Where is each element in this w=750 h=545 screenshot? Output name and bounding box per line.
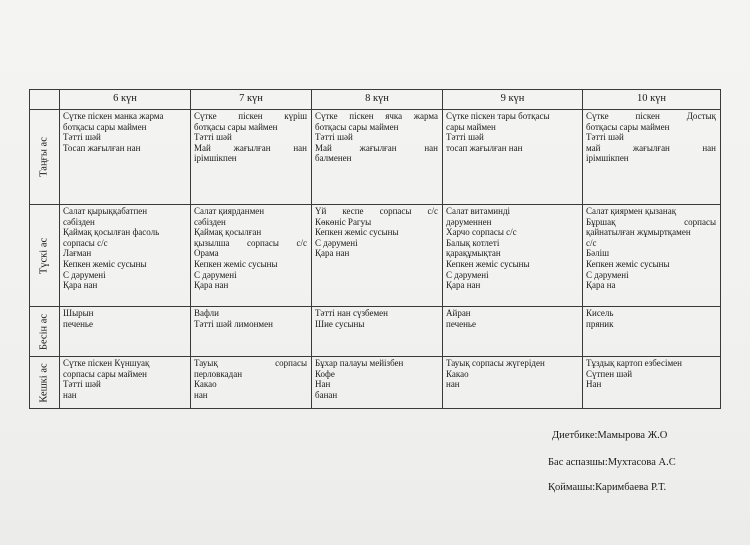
menu-cell [443, 205, 583, 307]
dish-line: Тәтті нан сүзбемен [315, 308, 388, 318]
meal-label-cell [30, 357, 60, 409]
menu-cell [60, 205, 191, 307]
meal-row [30, 307, 721, 357]
dish-line: сорпасы сары маймен [63, 368, 147, 379]
dish-line: Үй кеспе сорпасы с/с [315, 206, 438, 216]
menu-cell [443, 307, 583, 357]
dish-line: печенье [446, 318, 477, 329]
dish-line: Сүтке піскен Достық [586, 111, 716, 121]
dish-line: Салат қиярданмен [194, 206, 265, 216]
dish-line: ірімшікпен [586, 153, 629, 164]
dish-line: С дәрумені [194, 269, 237, 280]
dish-line: май жағылған нан [586, 142, 716, 153]
meal-label-cell [30, 110, 60, 205]
dish-line: қайнатылған жұмыртқамен [586, 227, 691, 238]
dish-line: Шие сусыны [315, 318, 365, 329]
dish-line: Тәтті шәй [63, 132, 101, 143]
menu-cell [191, 110, 312, 205]
dish-line: Какао [194, 379, 217, 390]
meal-label-cell [30, 205, 60, 307]
dish-line: нан [194, 389, 208, 400]
menu-cell [583, 357, 721, 409]
dish-line: Көкөніс Рагуы [315, 216, 372, 227]
meal-label: Кешкі ас [38, 362, 50, 403]
signature-dietitian: Диетбике:Мамырова Ж.О [552, 430, 668, 441]
dish-line: Балық котлеті [446, 237, 500, 248]
dish-line: ірімшікпен [194, 153, 237, 164]
dish-line: банан [315, 389, 338, 400]
dish-line: сәбізден [194, 216, 226, 227]
dish-line: Тосап жағылған нан [63, 142, 141, 153]
dish-line: сары маймен [446, 121, 496, 132]
menu-cell [443, 357, 583, 409]
meal-label: Бесін ас [38, 313, 50, 350]
dish-line: Лағман [63, 248, 92, 259]
dish-line: ботқасы сары маймен [586, 121, 670, 132]
dish-line: тосап жағылған нан [446, 142, 523, 153]
dish-line: Какао [446, 368, 469, 379]
dish-line: С дәрумені [446, 269, 489, 280]
dish-line: нан [63, 389, 77, 400]
dish-line: Бәліш [586, 248, 610, 259]
dish-line: Қара нан [446, 280, 481, 291]
dish-line: с/с [586, 237, 597, 248]
dish-line: Сүтпен шәй [586, 368, 633, 379]
header-row [30, 90, 721, 110]
dish-line: қарақұмықтан [446, 248, 501, 259]
day-header: 6 күн [60, 90, 191, 110]
menu-cell [443, 110, 583, 205]
menu-cell [191, 357, 312, 409]
dish-line: С дәрумені [63, 269, 106, 280]
menu-cell [583, 110, 721, 205]
meal-label-cell [30, 307, 60, 357]
menu-cell [60, 307, 191, 357]
dish-line: нан [446, 379, 460, 390]
dish-line: пряник [586, 318, 614, 329]
meal-row [30, 110, 721, 205]
dish-line: Қара нан [63, 280, 98, 291]
dish-line: Май жағылған нан [315, 142, 438, 153]
dish-line: Орама [194, 248, 219, 259]
dish-line: дәруменнен [446, 216, 492, 227]
day-header: 9 күн [443, 90, 583, 110]
dish-line: сәбізден [63, 216, 95, 227]
dish-line: Қаймақ қосылған [194, 227, 262, 238]
dish-line: Тауық сорпасы [194, 358, 307, 368]
day-header: 7 күн [191, 90, 312, 110]
dish-line: Кисель [586, 308, 614, 318]
menu-cell [60, 357, 191, 409]
menu-cell [312, 357, 443, 409]
dish-line: Тәтті шәй [315, 132, 353, 143]
dish-line: печенье [63, 318, 94, 329]
dish-line: Тауық сорпасы жүгеріден [446, 358, 545, 368]
dish-line: Салат витаминді [446, 206, 511, 216]
meal-label: Таңғы ас [38, 137, 50, 177]
dish-line: Кепкен жеміс сусыны [194, 258, 278, 269]
dish-line: Тәтті шәй [194, 132, 232, 143]
signature-storekeeper: Қоймашы:Каримбаева Р.Т. [548, 482, 667, 493]
dish-line: Кофе [315, 368, 335, 379]
menu-cell [191, 307, 312, 357]
dish-line: Тәтті шәй [63, 379, 101, 390]
dish-line: Айран [446, 308, 471, 318]
dish-line: Шырын [63, 308, 94, 318]
day-header: 8 күн [312, 90, 443, 110]
menu-cell [60, 110, 191, 205]
dish-line: С дәрумені [315, 237, 358, 248]
dish-line: С дәрумені [586, 269, 629, 280]
meal-row [30, 357, 721, 409]
menu-cell [191, 205, 312, 307]
day-header: 10 күн [583, 90, 721, 110]
dish-line: Сүтке піскен тары ботқасы [446, 111, 550, 121]
dish-line: Кепкен жеміс сусыны [63, 258, 147, 269]
dish-line: Кепкен жеміс сусыны [446, 258, 530, 269]
dish-line: Салат қиярмен қызанақ [586, 206, 677, 216]
dish-line: Нан [315, 379, 331, 390]
dish-line: Қаймақ қосылған фасоль [63, 227, 160, 238]
dish-line: қызылша сорпасы с/с [194, 237, 307, 248]
dish-line: Қара нан [194, 280, 229, 291]
dish-line: Бұхар палауы мейізбен [315, 358, 404, 368]
dish-line: ботқасы сары маймен [194, 121, 278, 132]
dish-line: перловкадан [194, 368, 243, 379]
menu-cell [583, 205, 721, 307]
menu-table [29, 89, 721, 409]
dish-line: балменен [315, 153, 352, 164]
menu-cell [312, 205, 443, 307]
dish-line: Кепкен жеміс сусыны [586, 258, 670, 269]
signature-head-chef: Бас аспазшы:Мухтасова А.С [548, 457, 676, 468]
menu-cell [583, 307, 721, 357]
dish-line: Салат қырыққабатпен [63, 206, 148, 216]
dish-line: Қара на [586, 280, 616, 291]
dish-line: Сүтке піскен күріш [194, 111, 307, 121]
menu-cell [312, 307, 443, 357]
dish-line: Сүтке піскен манка жарма [63, 111, 164, 121]
dish-line: Қара нан [315, 248, 350, 259]
dish-line: Харчо сорпасы с/с [446, 227, 517, 238]
dish-line: Тәтті шәй [586, 132, 624, 143]
dish-line: Тұздық картоп езбесімен [586, 358, 682, 368]
dish-line: Нан [586, 379, 602, 390]
dish-line: Сүтке піскен ячка жарма [315, 111, 438, 121]
dish-line: ботқасы сары маймен [63, 121, 147, 132]
dish-line: Сүтке піскен Күншуақ [63, 358, 150, 368]
dish-line: сорпасы с/с [63, 237, 108, 248]
dish-line: Вафли [194, 308, 219, 318]
meal-row [30, 205, 721, 307]
dish-line: Тәтті шәй [446, 132, 484, 143]
dish-line: Бұршақ сорпасы [586, 216, 716, 227]
dish-line: ботқасы сары маймен [315, 121, 399, 132]
corner-cell [30, 90, 60, 110]
dish-line: Тәтті шәй лимонмен [194, 318, 273, 329]
dish-line: Май жағылған нан [194, 142, 307, 153]
meal-label: Түскі ас [38, 237, 50, 274]
dish-line: Кепкен жеміс сусыны [315, 227, 399, 238]
menu-cell [312, 110, 443, 205]
